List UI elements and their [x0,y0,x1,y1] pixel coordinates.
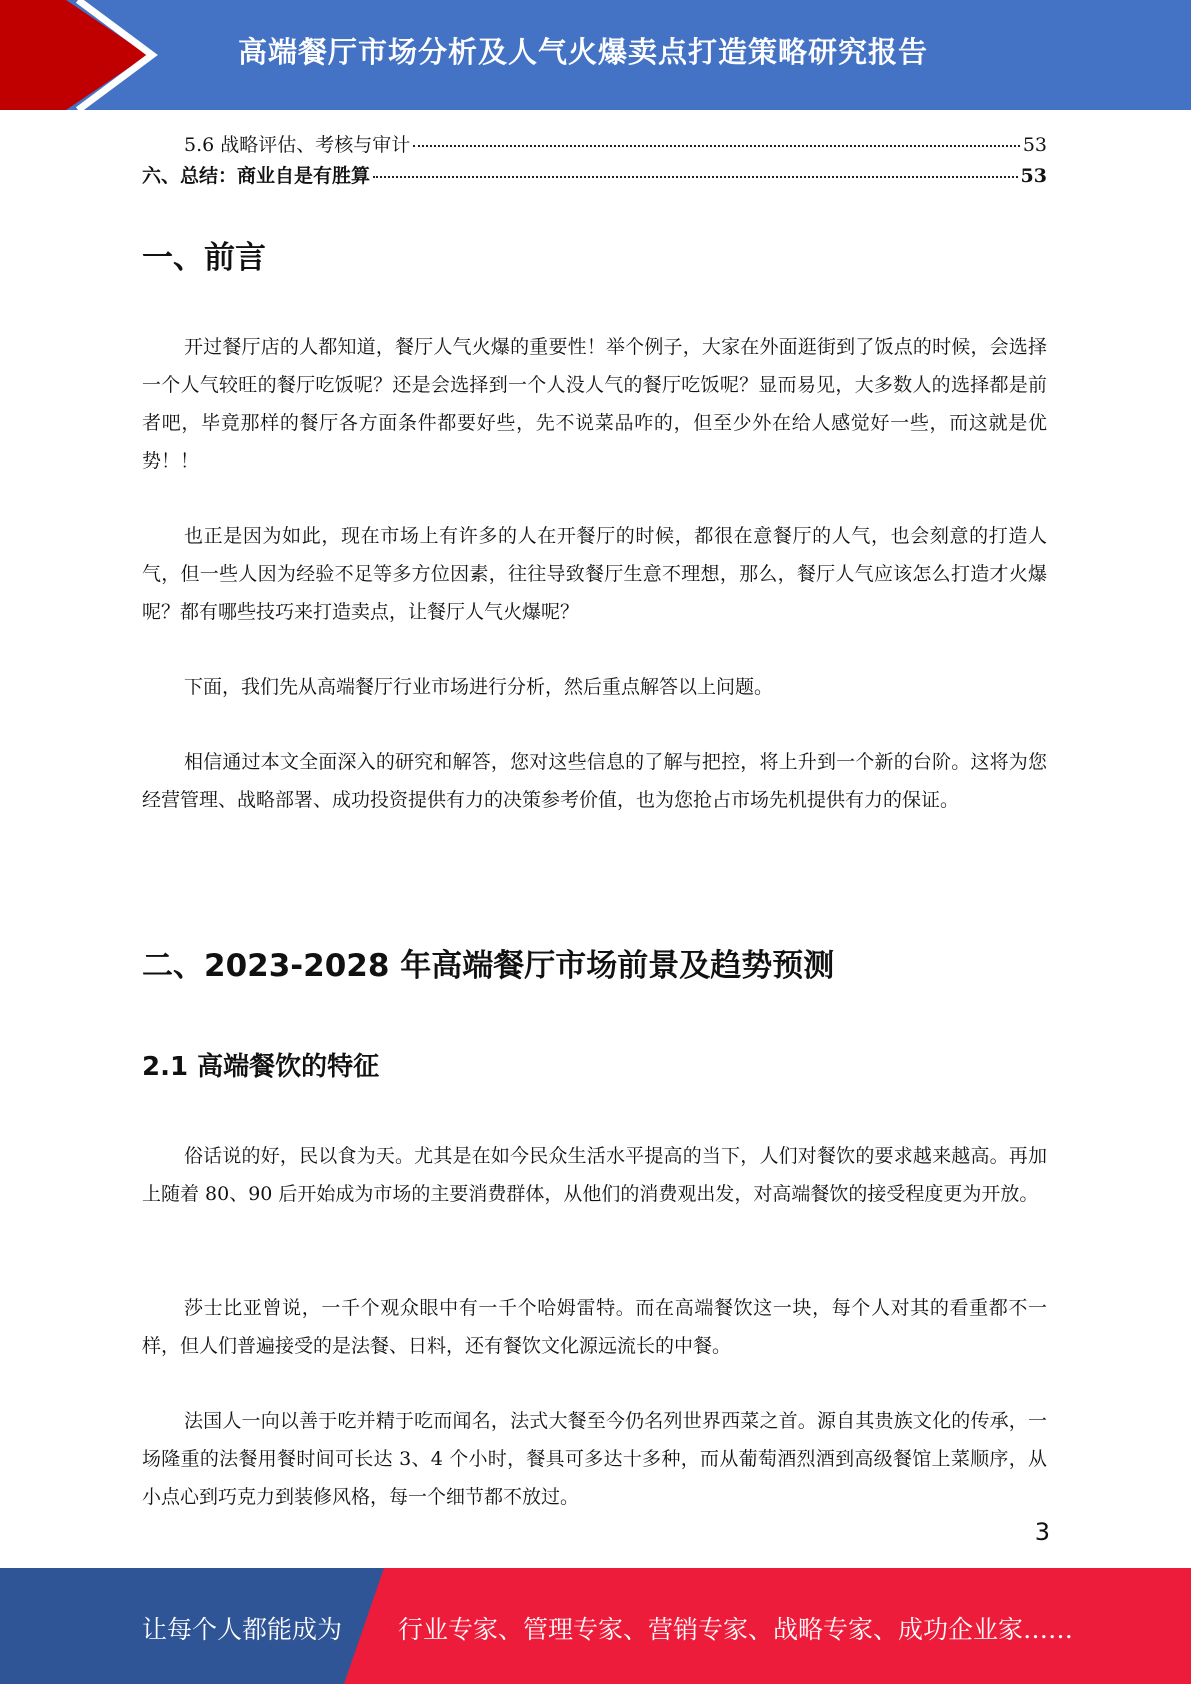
toc-entry-page: 53 [1020,165,1047,187]
footer-slogan-left: 让每个人都能成为 [142,1615,343,1644]
footer-slogan-right: 行业专家、管理专家、营销专家、战略专家、成功企业家…… [398,1615,1074,1644]
toc-entry-page: 53 [1022,134,1047,156]
subsection-heading: 2.1 高端餐饮的特征 [142,1052,380,1082]
page-footer [0,1568,1191,1684]
paragraph: 下面，我们先从高端餐厅行业市场进行分析，然后重点解答以上问题。 [184,676,774,698]
toc-entry-label: 六、总结：商业自是有胜算 [142,165,371,187]
paragraph: 莎士比亚曾说，一千个观众眼中有一千个哈姆雷特。而在高端餐饮这一块，每个人对其的看重都不一样，但人们普遍接受的是法餐、日料，还有餐饮文化源远流长的中餐。 [142,1297,1047,1357]
toc-leader-dots [413,145,1020,147]
section-heading: 一、前言 [142,240,266,276]
toc-entry[interactable] [142,130,1047,156]
toc-entry-label: 5.6 战略评估、考核与审计 [184,134,411,156]
paragraph: 相信通过本文全面深入的研究和解答，您对这些信息的了解与把控，将上升到一个新的台阶。这将为您经营管理、战略部署、成功投资提供有力的决策参考价值，也为您抢占市场先机提供有力的保证。 [142,751,1047,811]
page-number: 3 [1034,1518,1050,1546]
paragraph: 法国人一向以善于吃并精于吃而闻名，法式大餐至今仍名列世界西菜之首。源自其贵族文化的传承，一场隆重的法餐用餐时间可长达 3、4 个小时，餐具可多达十多种，而从葡萄酒烈酒到高级餐馆上菜顺序，从小点心到巧克力到装修风格，每一个细节都不放过。 [142,1410,1047,1508]
toc-leader-dots [373,176,1018,178]
toc-entry[interactable] [142,161,1047,187]
paragraph: 也正是因为如此，现在市场上有许多的人在开餐厅的时候，都很在意餐厅的人气，也会刻意的打造人气，但一些人因为经验不足等多方位因素，往往导致餐厅生意不理想，那么，餐厅人气应该怎么打造才火爆呢？都有哪些技巧来打造卖点，让餐厅人气火爆呢？ [142,525,1047,623]
paragraph: 开过餐厅店的人都知道，餐厅人气火爆的重要性！举个例子，大家在外面逛街到了饭点的时候，会选择一个人气较旺的餐厅吃饭呢？还是会选择到一个人没人气的餐厅吃饭呢？显而易见，大多数人的选择都是前者吧，毕竟那样的餐厅各方面条件都要好些，先不说菜品咋的，但至少外在给人感觉好一些，而这就是优势！！ [142,336,1047,472]
report-title: 高端餐厅市场分析及人气火爆卖点打造策略研究报告 [238,35,929,69]
page-header [0,0,1191,110]
section-heading: 二、2023-2028 年高端餐厅市场前景及趋势预测 [142,948,835,984]
paragraph: 俗话说的好，民以食为天。尤其是在如今民众生活水平提高的当下，人们对餐饮的要求越来越高。再加上随着 80、90 后开始成为市场的主要消费群体，从他们的消费观出发，对高端餐饮的接受程度更为开放。 [142,1145,1047,1205]
